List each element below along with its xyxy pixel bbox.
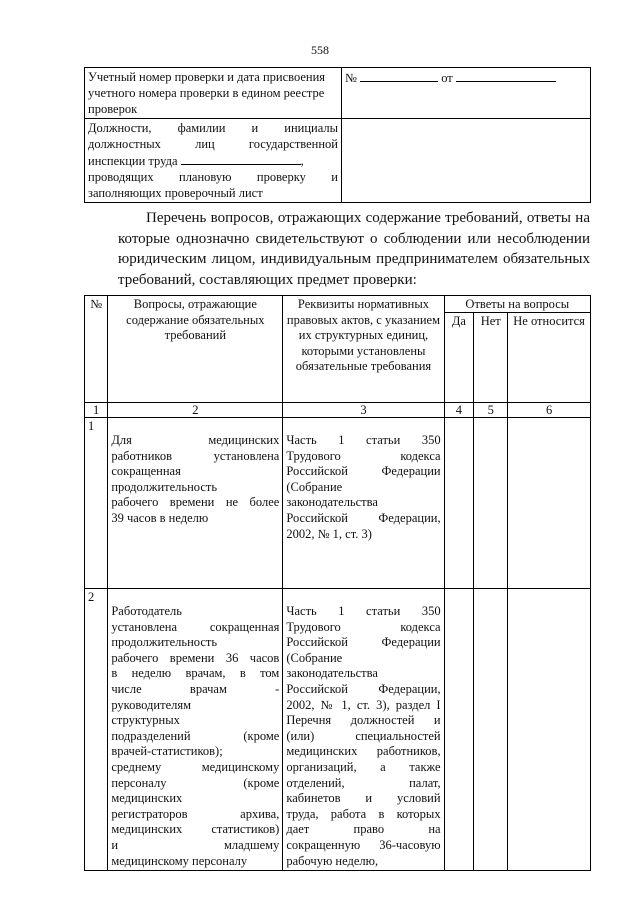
answer-no-cell[interactable]	[474, 589, 508, 871]
text-line: среднему медицинскому	[111, 759, 280, 774]
text-line: числе врачам -	[111, 681, 280, 696]
col-number: 3	[283, 403, 444, 418]
question-text	[111, 433, 279, 527]
text-line: сокращенная	[111, 464, 181, 479]
date-blank[interactable]	[456, 69, 556, 82]
answer-yes-cell[interactable]	[444, 589, 474, 871]
text-line: Российской Федерации,	[286, 681, 441, 696]
text-line: Часть 1 статьи 350	[286, 433, 441, 447]
inspection-info-table	[84, 67, 591, 203]
text-line: 2002, № 1, ст. 3), раздел I	[286, 697, 441, 712]
text-line: сокращенную 36-часовую	[286, 837, 441, 852]
text-line: медицинских работников,	[286, 744, 441, 759]
requisite-cell	[283, 589, 444, 871]
text-line: Трудового кодекса	[286, 448, 441, 463]
question-text	[111, 604, 279, 869]
text-line: организаций, а также	[286, 759, 441, 774]
header-num: №	[85, 296, 108, 403]
text-line: врачей-статистиков);	[111, 744, 223, 759]
inspectors-label-line: заполняющих проверочный лист	[88, 186, 263, 200]
inspectors-label-line: Должности, фамилии и инициалы	[88, 121, 338, 135]
table-row	[85, 418, 591, 589]
col-number: 2	[108, 403, 283, 418]
heading-line-2: которые однозначно свидетельствуют о соблюдении или несоблюдении юридическим лицом, индивидуальным предпринимателем обязательных требований, составляющих предмет проверки:	[118, 230, 590, 288]
text-line: структурных	[111, 713, 180, 728]
inspection-number-field[interactable]	[342, 68, 591, 119]
page-number: 558	[311, 43, 329, 57]
text-line: труда, работа в которых	[286, 806, 441, 821]
inspection-number-label: Учетный номер проверки и дата присвоения учетного номера проверки в едином реестре проверок	[85, 68, 342, 119]
answer-no-cell[interactable]	[474, 418, 508, 589]
text-line: отделений, палат,	[286, 775, 441, 790]
text-line: (Собрание	[286, 650, 343, 665]
text-line: Российской Федерации	[286, 635, 441, 650]
text-line: Для медицинских	[111, 433, 280, 447]
text-line: рабочего времени не более	[111, 495, 280, 510]
inspectors-field[interactable]	[342, 119, 591, 203]
inspectors-row	[85, 119, 591, 203]
inspection-number-row	[85, 68, 591, 119]
question-cell	[108, 589, 283, 871]
table-row	[85, 589, 591, 871]
header-questions: Вопросы, отражающие содержание обязательных требований	[108, 296, 283, 403]
text-line: рабочую неделю,	[286, 853, 379, 868]
header-requisites: Реквизиты нормативных правовых актов, с указанием их структурных единиц, которыми установлены обязательные требования	[283, 296, 444, 403]
text-line: и младшему	[111, 837, 280, 852]
text-line: дает право на	[286, 822, 441, 837]
inspection-label: инспекции труда	[88, 154, 178, 168]
inspectors-label-line	[88, 152, 338, 169]
text-line: Работодатель	[111, 604, 182, 618]
answer-yes-cell[interactable]	[444, 418, 474, 589]
number-blank[interactable]	[360, 69, 438, 82]
text-line: регистраторов архива,	[111, 806, 280, 821]
header-no: Нет	[474, 313, 508, 403]
checklist-heading	[118, 208, 590, 290]
col-number: 4	[444, 403, 474, 418]
text-line: продолжительность	[111, 479, 218, 494]
requisite-text	[286, 433, 440, 542]
inspectors-label-line: проводящих плановую проверку и	[88, 170, 338, 184]
col-number: 5	[474, 403, 508, 418]
text-line: Часть 1 статьи 350	[286, 604, 441, 618]
text-line: медицинскому персоналу	[111, 853, 248, 868]
text-line: руководителям	[111, 697, 192, 712]
text-line: установлена сокращенная	[111, 619, 280, 634]
text-line: подразделений (кроме	[111, 728, 280, 743]
text-line: медицинских статистиков)	[111, 822, 280, 837]
text-line: 2002, № 1, ст. 3)	[286, 526, 372, 541]
from-label: от	[441, 71, 453, 85]
text-line: (Собрание	[286, 479, 343, 494]
number-sign: №	[345, 71, 357, 85]
text-line: законодательства	[286, 666, 378, 681]
text-line: работников установлена	[111, 448, 280, 463]
text-line: медицинских	[111, 791, 183, 806]
text-line: в неделю врачам, в том	[111, 666, 280, 681]
question-cell	[108, 418, 283, 589]
requisite-text	[286, 604, 440, 869]
requisite-cell	[283, 418, 444, 589]
inspectors-label	[85, 119, 342, 203]
text-line: Российской Федерации	[286, 464, 441, 479]
heading-line-1: Перечень вопросов, отражающих содержание требований, ответы на	[146, 210, 590, 226]
text-line: персоналу (кроме	[111, 775, 280, 790]
header-answers: Ответы на вопросы	[444, 296, 590, 313]
inspectors-label-line: должностных лиц государственной	[88, 137, 338, 151]
column-numbers-row	[85, 403, 591, 418]
row-number: 1	[85, 418, 108, 589]
header-row	[85, 296, 591, 313]
text-line: 39 часов в неделю	[111, 510, 209, 525]
header-na: Не относится	[508, 313, 591, 403]
questions-table	[84, 295, 591, 871]
inspectors-blank[interactable]	[181, 152, 301, 165]
text-line: продолжительность	[111, 635, 218, 650]
col-number: 6	[508, 403, 591, 418]
text-line: Перечня должностей и	[286, 713, 441, 728]
text-line: Российской Федерации,	[286, 510, 441, 525]
col-number: 1	[85, 403, 108, 418]
text-line: законодательства	[286, 495, 378, 510]
answer-na-cell[interactable]	[508, 418, 591, 589]
text-line: кабинетов и условий	[286, 791, 441, 806]
text-line: рабочего времени 36 часов	[111, 650, 280, 665]
row-number: 2	[85, 589, 108, 871]
text-line: Трудового кодекса	[286, 619, 441, 634]
text-line: (или) специальностей	[286, 728, 441, 743]
answer-na-cell[interactable]	[508, 589, 591, 871]
header-yes: Да	[444, 313, 474, 403]
comma: ,	[300, 154, 304, 168]
